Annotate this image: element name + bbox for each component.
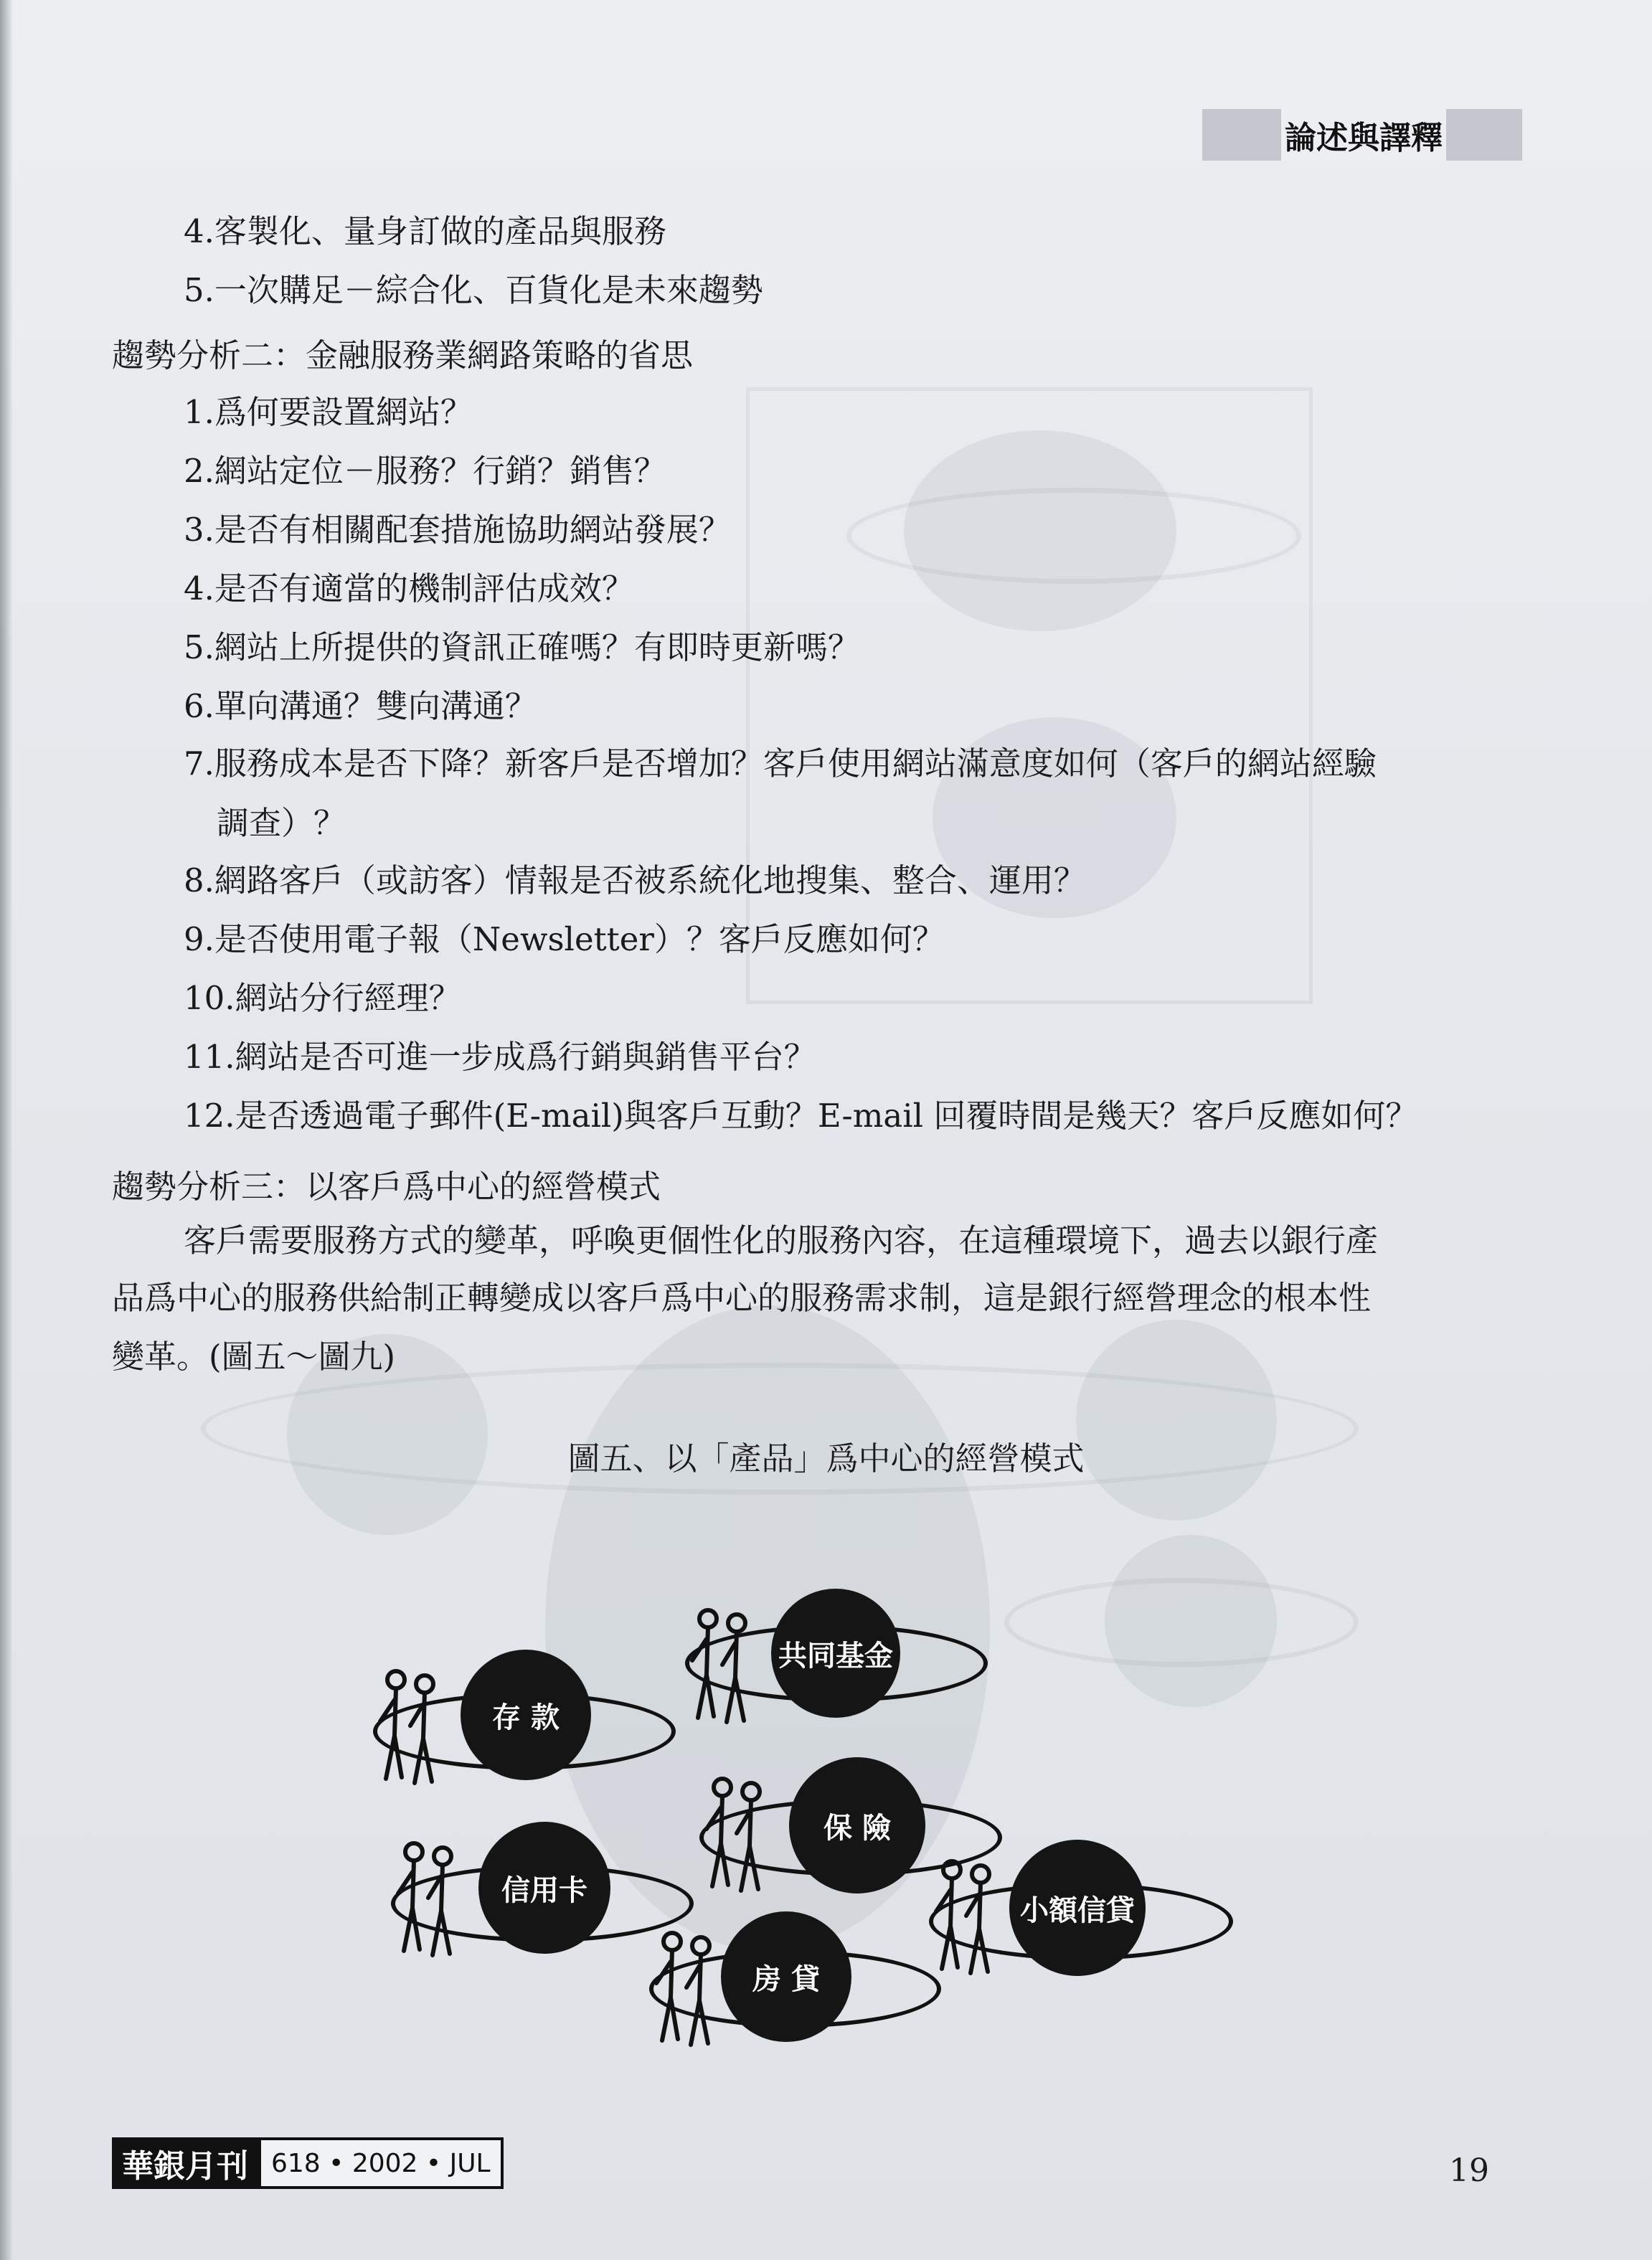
list-item: 5.一次購足－綜合化、百貨化是未來趨勢: [184, 271, 763, 309]
people-figures-icon: [699, 1772, 778, 1908]
list-item: 7.服務成本是否下降？新客戶是否增加？客戶使用網站滿意度如何（客戶的網站經驗: [184, 744, 1377, 783]
list-item: 11.網站是否可進一步成爲行銷與銷售平台？: [184, 1038, 816, 1076]
people-figures-icon: [929, 1854, 1008, 1990]
planet-deposit: [373, 1650, 674, 1807]
paragraph-line: 變革。(圖五～圖九): [112, 1338, 396, 1376]
list-item: 9.是否使用電子報（Newsletter）？客戶反應如何？: [184, 920, 945, 958]
list-item: 1.爲何要設置網站？: [184, 393, 473, 431]
section-heading: 趨勢分析二：金融服務業網路策略的省思: [112, 336, 694, 374]
list-item: 4.客製化、量身訂做的產品與服務: [184, 212, 666, 250]
planet-mutual-fund: [685, 1589, 986, 1746]
magazine-footer: [112, 2137, 504, 2189]
planet-microloan: [929, 1840, 1230, 1997]
planet-label: 小額信貸: [1009, 1840, 1146, 1976]
people-figures-icon: [685, 1603, 764, 1739]
paragraph-line: 品爲中心的服務供給制正轉變成以客戶爲中心的服務需求制，這是銀行經營理念的根本性: [112, 1279, 1372, 1317]
list-item: 3.是否有相關配套措施協助網站發展？: [184, 511, 731, 549]
section-header-tab: [1202, 109, 1522, 161]
list-item: 10.網站分行經理？: [184, 979, 461, 1017]
people-figures-icon: [391, 1836, 470, 1972]
section-label: 論述與譯釋: [1281, 109, 1446, 161]
people-figures-icon: [373, 1664, 452, 1800]
issue-info: 618 • 2002 • JUL: [258, 2137, 504, 2189]
planet-label: 房 貸: [721, 1911, 851, 2042]
page-edge-shadow: [0, 0, 13, 2260]
page-number: 19: [1449, 2152, 1489, 2189]
list-item: 5.網站上所提供的資訊正確嗎？有即時更新嗎？: [184, 628, 860, 666]
planet-label: 信用卡: [478, 1822, 610, 1954]
list-item: 2.網站定位－服務？行銷？銷售？: [184, 452, 666, 490]
planet-mortgage: [649, 1911, 950, 2069]
figure-caption: 圖五、以「產品」爲中心的經營模式: [567, 1439, 1085, 1477]
list-item: 4.是否有適當的機制評估成效？: [184, 569, 634, 607]
list-item-continuation: 調查）？: [217, 804, 346, 842]
people-figures-icon: [649, 1926, 728, 2062]
planet-label: 存 款: [461, 1650, 591, 1780]
paragraph-line: 客戶需要服務方式的變革，呼喚更個性化的服務內容，在這種環境下，過去以銀行產: [184, 1221, 1379, 1259]
list-item: 6.單向溝通？雙向溝通？: [184, 687, 537, 725]
planet-label: 保 險: [789, 1757, 925, 1893]
magazine-name: 華銀月刊: [112, 2137, 258, 2189]
list-item: 12.是否透過電子郵件(E-mail)與客戶互動？E-mail 回覆時間是幾天？客戶反應如何？: [184, 1097, 1418, 1135]
list-item: 8.網路客戶（或訪客）情報是否被系統化地搜集、整合、運用？: [184, 861, 1086, 899]
section-heading: 趨勢分析三：以客戶爲中心的經營模式: [112, 1168, 661, 1206]
planet-label: 共同基金: [771, 1589, 900, 1718]
planet-credit-card: [391, 1822, 692, 1980]
